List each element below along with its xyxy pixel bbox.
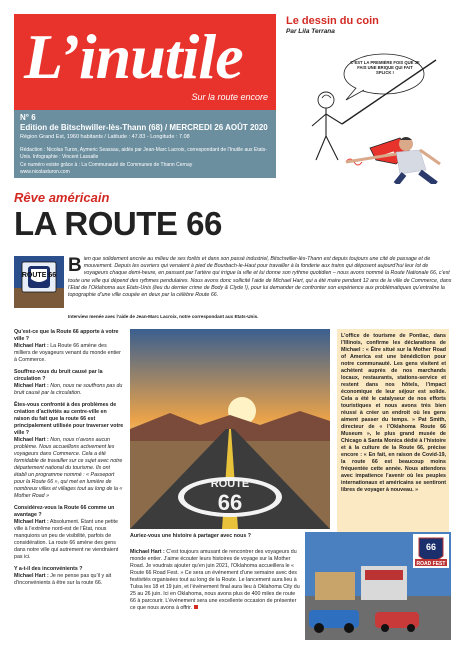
- interview-answer: Michael Hart : Je ne pense pas qu’il y ait d’inconvénients à être sur la route 66.: [14, 573, 112, 586]
- thumb-sign-text: ROUTE 66: [21, 272, 57, 279]
- issue-number: N° 6: [20, 113, 36, 122]
- edition-line: Edition de Bitschwiller-lès-Thann (68) / MERCREDI 26 AOÛT 2020: [20, 123, 268, 132]
- intro-credit: Interview menée avec l’aide de Jean-Marc Lacroix, notre correspondant aux Etats-Unis.: [68, 314, 259, 319]
- cartoon-author: Par Lila Terrana: [286, 28, 335, 35]
- article-intro: [68, 256, 452, 299]
- road-sign-line1: ROUTE: [210, 478, 250, 490]
- interview-answer: Michael Hart : Absolument. Étant une petite ville à l’extrême nord-est de l’État, nous manquions un peu de visibilité, parfois de considération. La route 66 amène des gens dans notre ville qui autrement ne viendraient pas ici.: [14, 519, 119, 560]
- newspaper-title: L’inutile: [24, 21, 243, 92]
- article-headline: LA ROUTE 66: [14, 205, 222, 242]
- pontiac-sidebar-text: L’office de tourisme de Pontiac, dans l’Illinois, confirme les déclarations de Michael : « Être situé sur la Mother Road of America est une bénédiction pour notre communauté. Les gens visitent et achètent auprès de nos marchands locaux, restaurants, stations-service et restent dans nos hôtels, l’impact économique de leur séjour est solide. Cela a été le catalyseur de nos efforts touristiques et nous avons très bien réussi à créer un endroit où les gens aiment passer du temps. » Pat Smith, directeur de « l’Oklahoma Route 66 Museum », le plus grand musée de Chicago à Santa Monica dédié à l’histoire et à la culture de la Route 66, précise encore : « En fait, en raison de Covid-19, la route 66 est beaucoup moins fréquentée cette année. Nous attendons avec impatience l’avenir où les peuples internationaux et américains se sentiront libres de voyager à nouveau. »: [341, 333, 446, 493]
- cartoon-drawing: [286, 44, 452, 184]
- roadfest-photo: [305, 532, 451, 640]
- article-kicker: Rêve américain: [14, 190, 110, 205]
- route66-road-photo: [130, 329, 330, 529]
- roadfest-logo-text: ROAD FEST: [416, 561, 446, 567]
- interview-question: Considérez-vous la Route 66 comme un avantage ?: [14, 505, 115, 518]
- interview-question: Qu’est-ce que la Route 66 apporte à votre ville ?: [14, 329, 119, 342]
- interview-answer: Michael Hart : Non, nous n’avons aucun problème. Nous accueillons activement les voyageurs dans Commerce. Cela a été formidable de travailler sur ce sujet avec notre département national du tourisme. Ils ont établi un programme nommé : « Passeport pour la Route 66 », qui met en lumière de nombreux villes et villages tout au long de la « Mother Road »: [14, 437, 123, 499]
- route66-sign-photo: [14, 256, 64, 308]
- road-sign-line2: 66: [217, 490, 243, 515]
- interview-question: Êtes-vous confronté à des problèmes de création d’activités au centre-ville en raison du fait que la route 66 est principalement utilisée pour traverser votre ville ?: [14, 402, 124, 436]
- interview-question: Y a-t-il des inconvénients ?: [14, 566, 83, 572]
- masthead: [14, 14, 276, 110]
- interview-answer-story: Michael Hart : C’est toujours amusant de rencontrer des voyageurs du monde entier. J’aime écouter leurs histoires de voyage sur la Mother Road. Je voudrais ajouter qu’en juin 2021, l’Oklahoma accueillera le « Route 66 Road Fest. » Ce sera un événement d’une semaine avec des festivités organisées tout au long de la Route. Le lancement aura lieu à Tulsa les 18 et 19 juin, et l’événement final aura lieu à Oklahoma City du 25 au 26 juin. Ici en Oklahoma, nous avons plus de 400 miles de route 66 à parcourir. L’événement sera une excellente occasion de présenter ce que nous avons à offrir.: [130, 549, 300, 611]
- cartoon-section-title: Le dessin du coin: [286, 15, 379, 27]
- credit-line: Ce numéro existe grâce à : La Communauté de Communes de Thann Cernay: [20, 162, 193, 168]
- region-line: Région Grand Est, 1960 habitants / Latitude : 47.83 - Longitude : 7.08: [20, 134, 190, 140]
- interview-question-story: Auriez-vous une histoire à partager avec nous ?: [130, 533, 251, 539]
- newspaper-subtitle: Sur la route encore: [191, 92, 268, 102]
- end-marker: [194, 605, 198, 609]
- interview-answer: Michael Hart : Non, nous ne souffrons pas du bruit causé par la circulation.: [14, 383, 123, 396]
- interview-left-column: [14, 329, 124, 592]
- cartoon-speech-bubble: C’EST LA PREMIÈRE FOIS QUE JE FAIS UNE BRIQUE QUI FAIT SPLICK !: [350, 60, 420, 75]
- website-link[interactable]: www.nicolasturon.com: [20, 169, 70, 175]
- interview-answer: Michael Hart : La Route 66 amène des milliers de voyageurs venant du monde entier à Commerce.: [14, 343, 121, 363]
- intro-drop-cap: B: [68, 255, 82, 276]
- interview-question: Souffrez-vous du bruit causé par la circulation ?: [14, 369, 103, 382]
- redaction-line: Rédaction : Nicolas Turon, Aymeric Seassau, aidés par Jean-Marc Lacroix, correspondant de l’Inutile aux Etats-Unis. Infographie : Vincent Lassalle: [20, 147, 267, 160]
- intro-text: ien que solidement ancrée au milieu de ses forêts et dans son passé industriel, Bitschwiller-lès-Thann est depuis toujours une cité de passage et de mouvement. Depuis les ouvriers qui venaient à pied de Bourbach-le-Haut pour travailler à la fonderie aux trains qui déposent aujourd’hui leur lot de voyageurs chaque demi-heure, en passant par l’artère qui irrigue la ville et lui donne son rythme quotidien – nous avons nommé la Route Nationale 66, c’est toute une ville qui dépend des rythmes pendulaires. Nous avons donc sollicité l’aide de Michael Hart, qui a été maire pendant 12 ans de la ville de Commerce, dans l’Etat de l’Oklahoma aux Etats-Unis (lieu du dernier crime de Body & Clyde !), pour lui demander de confronter son expérience aux problématiques qu’entraîne la topographie d’une ville coupée en deux par la célèbre Route 66.: [68, 256, 452, 299]
- roadfest-logo-number: 66: [425, 542, 437, 552]
- edition-info: [14, 110, 276, 178]
